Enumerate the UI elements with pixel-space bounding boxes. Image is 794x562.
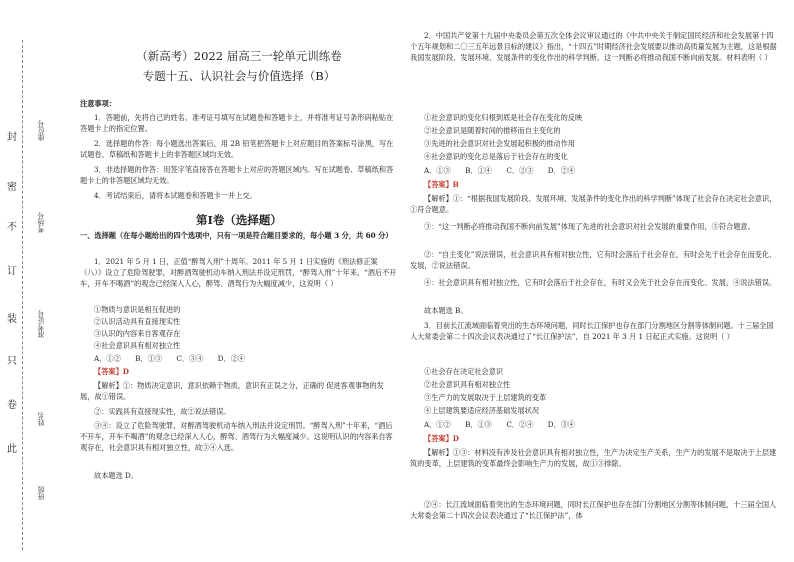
- question-1-analysis: 【解析】①：物质决定意识，意识依赖于物质，意识有正误之分，正确的 促进客观事物的发展，故①错误。: [80, 381, 384, 401]
- question-1: 1．2021 年 5 月 1 日，正值“醉驾入刑”十周年。2011 年 5 月 1 日实施的《刑法修正案（八）》设立了危险驾驶罪，对醉酒驾驶机动车纳入刑法并设定刑罚，“醉驾入刑”十年来，“酒后不开车，开车不喝酒”的观念已经深入人心，醉驾、酒驾行为大幅度减少，这说明（ ）: [80, 257, 397, 288]
- notice-item: 3．非选择题的作答：用签字笔直接答在答题卡上对应的答题区域内。写在试题卷、草稿纸和答题卡上的非答题区域均无效。: [80, 165, 394, 185]
- question-1-choices: A．①② B．①③ C．③④ D．②④: [94, 354, 246, 363]
- question-3-option: ②社会意识具有相对独立性: [424, 380, 511, 389]
- binding-dashed-line: [22, 40, 23, 550]
- question-2-choices: A．①③ B．①④ C．②③ D．②④: [424, 166, 576, 175]
- question-3-option: ①社会存在决定社会意识: [424, 367, 504, 376]
- binding-char: 此: [7, 444, 17, 455]
- exam-subtitle: 专题十五、认识社会与价值选择（B）: [142, 69, 336, 83]
- question-2-analysis: ④：社会意识具有相对独立性，它有时会落后于社会存在，有时又会先于社会存在而变化、发展，④说法错误。: [424, 278, 777, 287]
- question-1-analysis: ②：实践具有直接现实性，故②说法错误。: [94, 407, 231, 416]
- name-field: 姓名: [37, 412, 45, 426]
- notice-item: 1．答题前，先将自己的姓名、准考证号填写在试题卷和答题卡上，并将准考证号条形码粘贴在答题卡上的指定位置。: [80, 113, 394, 133]
- question-1-option: ②认识活动具有直接现实性: [94, 317, 181, 326]
- binding-char: 不: [7, 222, 17, 233]
- question-2-analysis: 故本题选 B。: [424, 306, 468, 315]
- question-2-analysis: ③：“这一判断必将推动我国不断向前发展”体现了先进的社会意识对社会发展的重要作用，③符合题意。: [424, 222, 755, 231]
- section-title: 第Ⅰ卷（选择题）: [196, 213, 282, 227]
- binding-char: 订: [7, 266, 17, 277]
- question-3-choices: A．①② B．①③ C．②④ D．③④: [424, 420, 576, 429]
- section-intro: 一、选择题（在每小题给出的四个选项中，只有一项是符合题目要求的，每小题 3 分，共 60 分）: [80, 231, 393, 240]
- exam-title: （新高考）2022 届高三一轮单元训练卷: [136, 49, 342, 63]
- binding-char: 封: [7, 132, 17, 143]
- question-1-analysis: ③④：设立了危险驾驶罪，对醉酒驾驶机动车纳入刑法并设定刑罚。“醉驾入刑”十年来，“酒后不开车，开车不喝酒”的观念已经深入人心，醉驾、酒驾行为大幅度减少。这说明认识的内容来自客观存在，社会意识具有相对独立性，故③④入选。: [80, 421, 393, 452]
- question-1-option: ①物质与意识是相互促进的: [94, 305, 181, 314]
- question-3-analysis: 【解析】①③：材料没有涉及社会意识具有相对独立性，生产力决定生产关系，生产力的发展不是取决于上层建筑的变革，上层建筑的变革最终会影响生产力的发展，故①③排除。: [410, 448, 777, 468]
- question-1-answer: 【答案】D: [94, 367, 129, 376]
- class-field: 班级: [37, 486, 45, 500]
- binding-char: 密: [7, 182, 17, 193]
- question-1-analysis: 故本题选 D。: [94, 471, 138, 480]
- notice-item: 4．考试结束后，请将本试题卷和答题卡一并上交。: [94, 191, 257, 200]
- question-3: 3．目前长江流域面临着突出的生态环境问题，同时长江保护也存在部门分割地区分割等体制问题。十三届全国人大常委会第二十四次会议表决通过了“长江保护法”，自 2021 年 3 月 1 日起正式实施。这说明（ ）: [410, 321, 774, 341]
- question-3-analysis: ②④：长江流域面临着突出的生态环境问题，同时长江保护也存在部门分割地区分割等体制问题，十三届全国人大常委会第二十四次会议表决通过了“长江保护法”，体: [410, 500, 777, 520]
- binding-margin: [0, 0, 68, 562]
- binding-char: 卷: [7, 400, 17, 411]
- admission-number-field: 准考证号: [37, 310, 45, 338]
- question-2: 2．中国共产党第十九届中央委员会第五次全体会议审议通过的《中共中央关于制定国民经济和社会发展第十四个五年规划和二〇三五年远景目标的建议》指出，“十四五”时期经济社会发展要以推动高质量发展为主题，这是根据我国发展阶段、发展环境、发展条件的变化作出的科学判断。这一判断必将推动我国不断向前发展。材料表明（ ）: [410, 31, 777, 62]
- exam-room-field: 考场号: [37, 212, 45, 233]
- seat-number-field: 座位号: [37, 120, 45, 141]
- binding-char: 装: [7, 314, 17, 325]
- question-2-option: ②社会意识是随着时间的推移而自主变化的: [424, 126, 561, 135]
- notice-heading: 注意事项：: [80, 99, 116, 108]
- question-1-option: ④社会意识具有相对独立性: [94, 341, 181, 350]
- question-1-option: ③认识的内容来自客观存在: [94, 329, 181, 338]
- question-3-answer: 【答案】D: [424, 434, 459, 443]
- question-2-option: ①社会意识的变化归根到底是社会存在变化的反映: [424, 113, 583, 122]
- question-2-analysis: ②：“自主变化”说法错误，社会意识具有相对独立性，它有时会落后于社会存在，有时会先于社会存在而变化、发展，②说法错误。: [410, 250, 777, 270]
- question-3-option: ③生产力的发展取决于上层建筑的变革: [424, 393, 547, 402]
- question-2-analysis: 【解析】①：“根据我国发展阶段、发展环境、发展条件的变化作出的科学判断”体现了社会存在决定社会意识，①符合题意。: [410, 194, 777, 214]
- notice-item: 2．选择题的作答：每小题选出答案后，用 2B 铅笔把答题卡上对应题目的答案标号涂黑，写在试题卷、草稿纸和答题卡上的非答题区域均无效。: [80, 139, 394, 159]
- question-2-answer: 【答案】B: [424, 180, 459, 189]
- binding-char: 只: [7, 356, 17, 367]
- question-2-option: ③先进的社会意识对社会发展起积极的推动作用: [424, 139, 575, 148]
- question-2-option: ④社会意识的变化总是落后于社会存在的变化: [424, 152, 568, 161]
- question-3-option: ④上层建筑要适应经济基础发展状况: [424, 406, 540, 415]
